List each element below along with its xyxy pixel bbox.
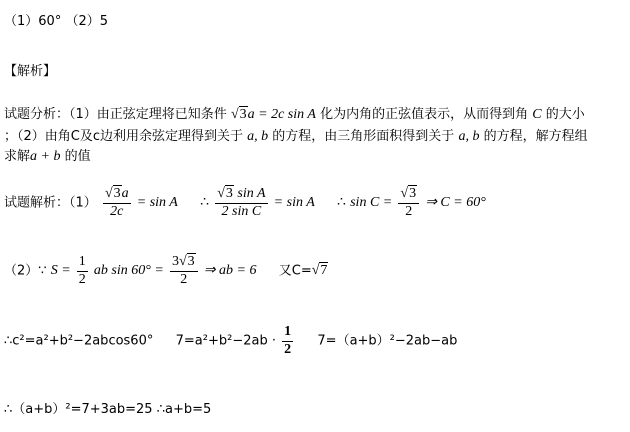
answer-part1-label: （1） [4, 14, 39, 29]
solution-label: 试题解析： [4, 195, 70, 211]
analysis-text-1a: （1）由正弦定理将已知条件 [69, 107, 227, 122]
analysis-text-3b: 的值 [64, 149, 91, 164]
analysis-text-1c: 的大小 [545, 107, 585, 122]
cosine-law-line [4, 324, 457, 359]
fraction-one-half-1: $\frac{1}{2}$ [78, 254, 86, 287]
solution-line-1 [4, 186, 486, 221]
vars-ab-2: a, b [458, 129, 480, 144]
fraction-one-half-2: $\frac{1}{2}$ [284, 324, 292, 357]
eq-sinA-2: = sin A [273, 194, 315, 210]
answer-part2-label: （2） [65, 14, 100, 29]
analysis-line-1 [4, 107, 585, 124]
analysis-line-3 [4, 149, 91, 166]
sqrt-3: √3 [230, 107, 247, 122]
result-C-60: ⇒ C = 60° [425, 194, 486, 210]
given-condition: = 2c sin A [254, 107, 316, 122]
angle-C: C [532, 107, 542, 122]
analysis-line-2 [4, 129, 588, 146]
var-a: a [247, 107, 255, 122]
final-result-line: ∴（a+b）²=7+3ab=25 ∴a+b=5 [4, 402, 212, 417]
therefore-symbol-1: ∴ [200, 194, 210, 210]
analysis-text-2a: ；（2）由角C及c边利用余弦定理得到关于 [4, 129, 243, 144]
sqrt-7: √7 [311, 262, 328, 278]
part2-prefix: （2）∵ [4, 263, 47, 279]
solution-line-2 [4, 254, 328, 289]
area-S: S = [50, 262, 71, 278]
therefore-symbol-2: ∴ [337, 194, 346, 210]
fraction-sqrt3-over-2: $\frac{√3}{2}$ [398, 186, 419, 221]
ab-sin60: ab sin 60° = [93, 262, 164, 278]
eq-sinA-1: = sin A [136, 194, 178, 210]
analysis-heading: 【解析】 [4, 64, 57, 79]
analysis-text-1b: 化为内角的正弦值表示，从而得到角 [320, 107, 529, 122]
analysis-label: 试题分析： [4, 107, 70, 122]
fraction-3sqrt3-over-2: $\frac{3√3}{2}$ [170, 254, 198, 289]
fraction-sinA-over-sinC: $\frac{\text{√3 sin A}}{\text{2 sin C}}$ [217, 186, 266, 219]
sinC-label: sin C = [350, 194, 393, 210]
result-ab-6: ⇒ ab = 6 [203, 262, 257, 278]
part1-prefix: （1） [69, 195, 97, 211]
answer-line [4, 14, 108, 30]
sum-a-plus-b: a + b [30, 149, 61, 164]
answer-part1-value: 60° [38, 14, 62, 29]
analysis-text-2b: 的方程，由三角形面积得到关于 [272, 129, 455, 144]
answer-part2-value: 5 [99, 14, 109, 29]
analysis-text-3a: 求解 [4, 149, 31, 164]
vars-ab-1: a, b [247, 129, 269, 144]
fraction-sqrt3a-over-2c: $\frac{√3a}{2c}$ [104, 186, 129, 219]
cosine-law-b: 7=a²+b²−2ab · [175, 333, 276, 349]
analysis-text-2c: 的方程，解方程组 [483, 129, 588, 144]
cosine-law-a: ∴c²=a²+b²−2abcos60° [4, 333, 154, 349]
also-c-label: 又C= [278, 263, 312, 279]
cosine-law-c: 7=（a+b）²−2ab−ab [317, 333, 458, 349]
